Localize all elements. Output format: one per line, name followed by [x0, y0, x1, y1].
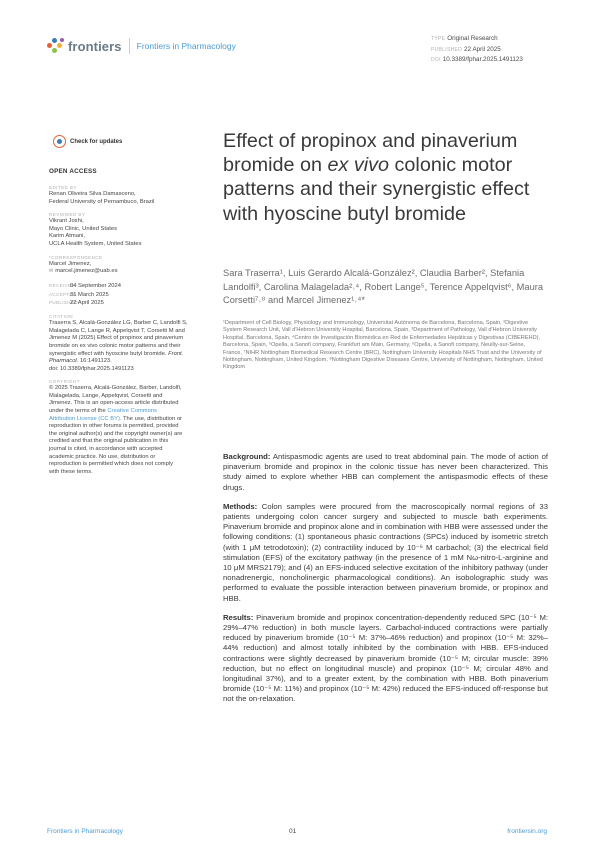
open-access-label: OPEN ACCESS: [49, 168, 97, 175]
citation-text: Traserra S, Alcalá-González LG, Barber C, Landolfi S, Malagelada C, Lange R, Appelqvist T, Corsetti M and Jimenez M (2025) Effect of propinox and pinaverium bromide on ex vivo colonic motor patterns and their synergistic effect with hyoscine butyl bromide. Front. Pharmacol. 16:1491123. doi: 10.3389/fphar.2025.1491123: [49, 320, 188, 372]
correspondence: *CORRESPONDENCE Marcel Jimenez, ✉ marcel.jimenez@uab.es: [49, 255, 209, 276]
reviewed-by: REVIEWED BY Vikrant Joshi, Mayo Clinic, United States Karim Atmani, UCLA Health System, United States: [49, 212, 142, 247]
article-meta: [431, 34, 523, 66]
frontiers-logo-icon: [47, 38, 65, 54]
check-updates-label: Check for updates: [70, 138, 123, 145]
logo-divider: [129, 38, 130, 54]
meta-published: PUBLISHED 22 April 2025: [431, 45, 501, 53]
check-updates-icon: [53, 135, 66, 148]
affiliations: ¹Department of Cell Biology, Physiology and Immunology, Universitat Autònoma de Barcelona, Barcelona, Spain, ²Digestive System Research Unit, Vall d'Hebron University Hospital, Barcelona, Spain, ³Department of Pathology, Vall d'Hebron University Hospital, Barcelona, Spain, ⁴Centro de Investigación Biomédica en Red de Enfermedades Hepáticas y Digestivas (CIBEREHD), Barcelona, Spain, ⁵Opella, a Sanofi company, Frankfurt am Main, Germany, ⁶Opella, a Sanofi company, Neuilly-sur-Seine, France, ⁷NIHR Nottingham Biomedical Research Centre (BRC), Nottingham University Hospitals NHS Trust and the University of Nottingham, Nottingham, United Kingdom, ⁸Nottingham Digestive Diseases Centre, University of Nottingham, Nottingham, United Kingdom: [223, 320, 543, 371]
cc-by-license-link[interactable]: Creative Commons Attribution License (CC BY).: [49, 408, 157, 422]
abstract-methods: Methods: Colon samples were procured from the macroscopically normal regions of 33 patients undergoing colon cancer surgery and subjected to muscle bath experiments. Pinaverium bromide and propinox alone and in combination with HBB were assessed under the following conditions: (1) spontaneous phasic contractions (SPCs) induced by isometric stretch (with 1 μM tetrodotoxin); (2) contractility induced by 10⁻⁶ M carbachol; (3) the electrical field stimulation (EFS) of the excitatory pathway (in the presence of 1 mM Nω-nitro-L-arginine and 10 μM MRS2179); and (4) an EFS-induced selective excitation of the inhibitory pathway (under nonadrenergic, noncholinergic pharmacological conditions). An isobolographic study was performed to evaluate the possible interaction between pinaverium bromide, or propinox and HBB.: [223, 501, 548, 603]
footer-site-link[interactable]: frontiersin.org: [507, 828, 547, 835]
edited-by: EDITED BY Renan Oliveira Silva Damasceno, Federal University of Pernambuco, Brazil: [49, 185, 155, 205]
logo-text: frontiers: [68, 38, 122, 54]
copyright-text: © 2025 Traserra, Alcalá-González, Barber, Landolfi, Malagelada, Lange, Appelqvist, Corsetti and Jimenez. This is an open-access article distributed under the terms of the Creative Commons Attribution License (CC BY). The use, distribution or reproduction in other forums is permitted, provided the original author(s) and the copyright owner(s) are credited and that the original publication in this journal is cited, in accordance with accepted academic practice. No use, distribution or reproduction is permitted which does not comply with these terms.: [49, 385, 183, 475]
page-number: 01: [289, 828, 297, 835]
article-sidebar: [49, 168, 209, 482]
footer-journal-link[interactable]: Frontiers in Pharmacology: [47, 828, 123, 835]
abstract-results: Results: Pinaverium bromide and propinox concentration-dependently reduced SPC (10⁻⁵ M: 29%–47% reduction) in both muscle layers. Carbachol-induced contractions were partially reduced by pinaverium bromide (10⁻⁵ M: 37%–46% reduction) and propinox (10⁻⁵ M: 32%–44% reduction) and almost totally inhibited by the combination with HBB. EFS-induced contractions were slightly decreased by pinaverium bromide (10⁻⁵ M; circular muscle: 39% reduction, but no effect on longitudinal muscle) and propinox (10⁻⁵ M; circular 48% and longitudinal 37%), and to a greater extent, by the combination with HBB. Both pinaverium bromide (10⁻⁵ M: 11%) and propinox (10⁻⁵ M: 42%) reduced the EFS-induced off-response but not the on-relaxation.: [223, 612, 548, 704]
abstract: [223, 452, 548, 714]
copyright: COPYRIGHT © 2025 Traserra, Alcalá-González, Barber, Landolfi, Malagelada, Lange, Appelqvist, Corsetti and Jimenez. This is an open-access article distributed under the terms of the Creative Commons Attribution License (CC BY). The use, distribution or reproduction in other forums is permitted, provided the original author(s) and the copyright owner(s) are credited and that the original publication in this journal is cited, in accordance with accepted academic practice. No use, distribution or reproduction is permitted which does not comply with these terms.: [49, 379, 183, 475]
meta-doi: DOI 10.3389/fphar.2025.1491123: [431, 56, 523, 63]
meta-type: TYPE Original Research: [431, 35, 498, 42]
article-title: Effect of propinox and pinaverium bromide on ex vivo colonic motor patterns and their synergistic effect with hyoscine butyl bromide: [223, 130, 530, 225]
frontiers-logo[interactable]: [47, 38, 236, 54]
citation: CITATION Traserra S, Alcalá-González LG, Barber C, Landolfi S, Malagelada C, Lange R, Appelqvist T, Corsetti M and Jimenez M (2025) Effect of propinox and pinaverium bromide on ex vivo colonic motor patterns and their synergistic effect with hyoscine butyl bromide. Front. Pharmacol. 16:1491123. doi: 10.3389/fphar.2025.1491123: [49, 314, 188, 372]
article-dates: RECEIVED04 September 2024 ACCEPTED31 March 2025 PUBLISHED22 April 2025: [49, 282, 121, 307]
journal-name[interactable]: Frontiers in Pharmacology: [136, 41, 236, 51]
email-icon: ✉: [49, 268, 54, 275]
author-list: Sara Traserra¹, Luis Gerardo Alcalá-González², Claudia Barber², Stefania Landolfi³, Carolina Malagelada²˒⁴, Robert Lange⁵, Terence Appelqvist⁶, Maura Corsetti⁷˒⁸ and Marcel Jimenez¹˒⁴*: [223, 268, 544, 306]
check-for-updates-button[interactable]: [53, 134, 127, 149]
abstract-background: Background: Antispasmodic agents are used to treat abdominal pain. The mode of action of pinaverium bromide and propinox in the colonic tissue has never been characterized. This study aimed to explore whether HBB can complement the antispasmodic effects of these drugs.: [223, 452, 548, 492]
correspondence-email[interactable]: ✉ marcel.jimenez@uab.es: [49, 268, 118, 275]
